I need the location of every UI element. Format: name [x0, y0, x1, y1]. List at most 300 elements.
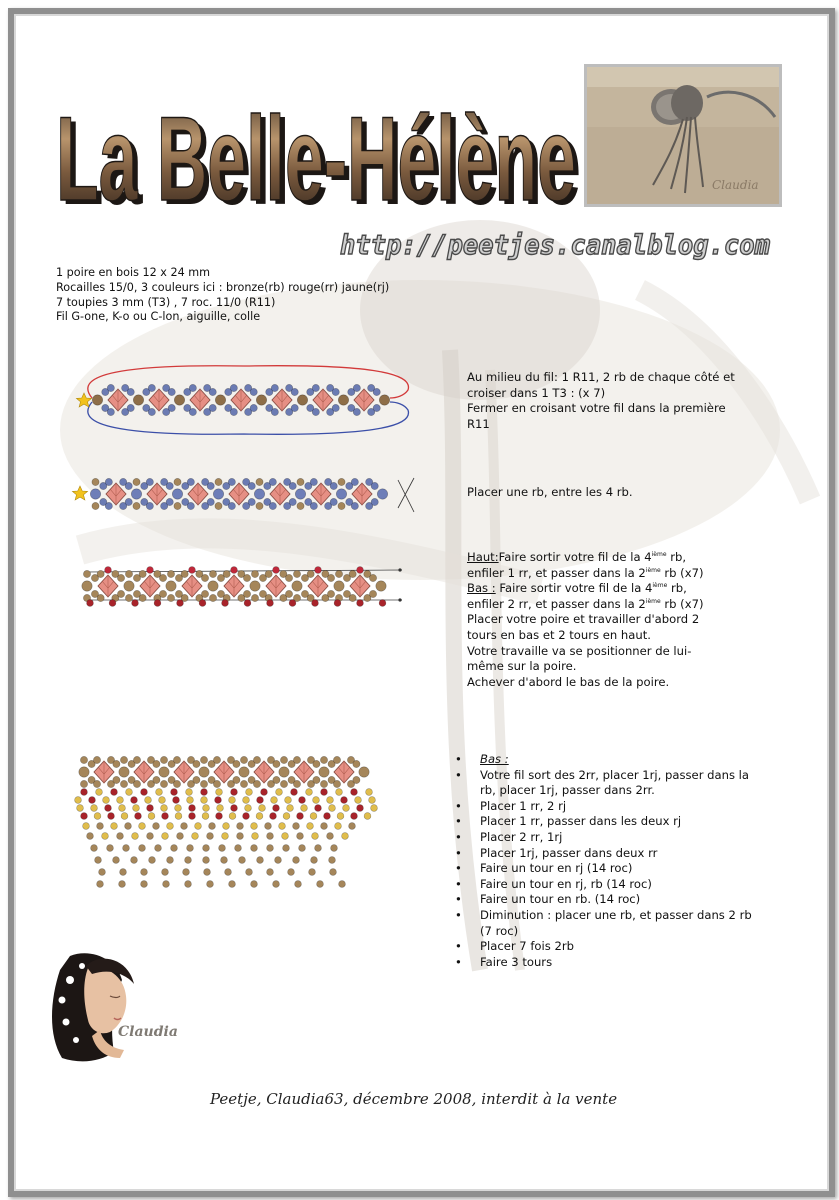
r11-bead — [124, 581, 134, 591]
seed-bead — [193, 776, 200, 783]
fringe-bead — [181, 823, 188, 830]
fringe-bead — [285, 797, 292, 804]
fringe-bead — [335, 823, 342, 830]
list-item: • Placer 1rj, passer dans deux rr — [453, 846, 753, 862]
seed-bead — [193, 760, 200, 767]
mid-bead — [256, 478, 263, 485]
fringe-bead — [317, 881, 324, 888]
seed-bead — [107, 408, 114, 415]
fringe-bead — [189, 805, 196, 812]
rouge-bead — [189, 567, 196, 574]
fringe-bead — [185, 857, 192, 864]
seed-bead — [273, 776, 280, 783]
fringe-bead — [297, 813, 304, 820]
rouge-bead — [312, 600, 319, 607]
seed-bead — [168, 404, 175, 411]
fringe-bead — [159, 797, 166, 804]
fringe-bead — [125, 823, 132, 830]
seed-bead — [189, 384, 196, 391]
r11-bead — [319, 767, 329, 777]
seed-bead — [353, 760, 360, 767]
r11-bead — [295, 489, 305, 499]
seed-bead — [312, 384, 319, 391]
fringe-bead — [341, 797, 348, 804]
fringe-bead — [83, 823, 90, 830]
fringe-bead — [153, 823, 160, 830]
r11-bead — [199, 767, 209, 777]
seed-bead — [273, 760, 280, 767]
seed-bead — [189, 408, 196, 415]
fringe-bead — [329, 857, 336, 864]
seed-bead — [213, 756, 220, 763]
fringe-bead — [173, 797, 180, 804]
rouge-bead — [147, 567, 154, 574]
seed-bead — [166, 482, 173, 489]
rouge-bead — [334, 600, 341, 607]
seed-bead — [209, 388, 216, 395]
fringe-bead — [81, 789, 88, 796]
seed-bead — [271, 408, 278, 415]
mid-bead — [293, 570, 300, 577]
mid-bead — [280, 756, 287, 763]
fringe-bead — [183, 869, 190, 876]
rouge-bead — [244, 600, 251, 607]
fringe-bead — [167, 857, 174, 864]
fringe-bead — [216, 789, 223, 796]
fringe-bead — [91, 845, 98, 852]
fringe-bead — [276, 789, 283, 796]
fringe-bead — [148, 813, 155, 820]
seed-bead — [373, 404, 380, 411]
mid-bead — [80, 780, 87, 787]
page-title — [48, 72, 588, 232]
mid-bead — [200, 780, 207, 787]
fringe-bead — [349, 823, 356, 830]
rouge-bead — [357, 600, 364, 607]
seed-bead — [369, 590, 376, 597]
fringe-bead — [237, 833, 244, 840]
avatar-signature: Claudia — [118, 1024, 178, 1040]
fringe-bead — [91, 805, 98, 812]
seed-bead — [248, 482, 255, 489]
fringe-bead — [202, 813, 209, 820]
fringe-bead — [273, 805, 280, 812]
seed-bead — [117, 590, 124, 597]
fringe-bead — [94, 813, 101, 820]
r11-bead — [256, 395, 266, 405]
seed-bead — [289, 498, 296, 505]
fringe-bead — [132, 833, 139, 840]
fringe-bead — [111, 823, 118, 830]
seed-bead — [107, 384, 114, 391]
seed-bead — [173, 780, 180, 787]
seed-bead — [371, 482, 378, 489]
fringe-bead — [171, 845, 178, 852]
star-icon — [72, 486, 87, 500]
diagram-fringe — [64, 748, 384, 898]
fringe-bead — [219, 845, 226, 852]
fringe-bead — [231, 805, 238, 812]
fringe-bead — [209, 823, 216, 830]
list-item: • Faire un tour en rj (14 roc) — [453, 861, 753, 877]
fringe-bead — [239, 857, 246, 864]
fringe-bead — [252, 833, 259, 840]
svg-text:http://peetjes.canalblog.com: http://peetjes.canalblog.com — [340, 230, 770, 261]
fringe-bead — [297, 833, 304, 840]
mid-bead — [209, 594, 216, 601]
fringe-bead — [267, 869, 274, 876]
fringe-bead — [369, 797, 376, 804]
fringe-bead — [331, 845, 338, 852]
fringe-bead — [145, 797, 152, 804]
fringe-bead — [225, 869, 232, 876]
fringe-bead — [192, 833, 199, 840]
seed-bead — [173, 756, 180, 763]
fringe-bead — [288, 869, 295, 876]
seed-bead — [271, 384, 278, 391]
rouge-bead — [154, 600, 161, 607]
seed-bead — [139, 570, 146, 577]
fringe-bead — [282, 833, 289, 840]
mid-bead — [167, 570, 174, 577]
r11-bead — [239, 767, 249, 777]
fringe-bead — [139, 845, 146, 852]
mid-bead — [320, 756, 327, 763]
fringe-bead — [102, 833, 109, 840]
r11-bead — [215, 395, 225, 405]
mid-bead — [133, 478, 140, 485]
r11-bead — [359, 767, 369, 777]
fringe-bead — [216, 813, 223, 820]
seed-bead — [187, 502, 194, 509]
seed-bead — [201, 574, 208, 581]
fringe-bead — [126, 789, 133, 796]
seed-bead — [313, 760, 320, 767]
mid-bead — [120, 780, 127, 787]
seed-bead — [310, 502, 317, 509]
r11-bead — [208, 581, 218, 591]
seed-bead — [351, 478, 358, 485]
mid-bead — [133, 502, 140, 509]
fringe-bead — [312, 833, 319, 840]
fringe-bead — [229, 881, 236, 888]
seed-bead — [269, 502, 276, 509]
fringe-bead — [155, 845, 162, 852]
rouge-bead — [267, 600, 274, 607]
fringe-bead — [310, 813, 317, 820]
fringe-bead — [246, 869, 253, 876]
fringe-bead — [97, 881, 104, 888]
rouge-bead — [357, 567, 364, 574]
seed-bead — [293, 756, 300, 763]
seed-bead — [285, 574, 292, 581]
mid-bead — [125, 570, 132, 577]
fringe-bead — [97, 823, 104, 830]
r11-bead — [133, 395, 143, 405]
list-item: • Bas : — [453, 752, 753, 768]
seed-bead — [133, 780, 140, 787]
fringe-bead — [327, 833, 334, 840]
seed-bead — [93, 756, 100, 763]
fringe-bead — [121, 813, 128, 820]
fringe-bead — [203, 857, 210, 864]
seed-bead — [310, 478, 317, 485]
seed-bead — [230, 408, 237, 415]
seed-bead — [139, 594, 146, 601]
pear-pendant-photo — [587, 67, 779, 204]
r11-bead — [379, 395, 389, 405]
fringe-bead — [131, 797, 138, 804]
mid-bead — [280, 780, 287, 787]
r11-bead — [377, 489, 387, 499]
seed-bead — [168, 388, 175, 395]
fringe-bead — [306, 789, 313, 796]
fringe-bead — [139, 823, 146, 830]
fringe-bead — [107, 845, 114, 852]
fringe-bead — [271, 797, 278, 804]
rouge-bead — [315, 567, 322, 574]
fringe-bead — [251, 881, 258, 888]
rouge-bead — [199, 600, 206, 607]
fringe-bead — [337, 813, 344, 820]
fringe-bead — [111, 789, 118, 796]
list-item: • Votre fil sort des 2rr, placer 1rj, passer dans la rb, placer 1rj, passer dans 2rr. — [453, 768, 753, 799]
fringe-bead — [89, 797, 96, 804]
fringe-bead — [315, 805, 322, 812]
seed-bead — [330, 482, 337, 489]
mid-bead — [209, 570, 216, 577]
rouge-bead — [273, 567, 280, 574]
diagram-step-2 — [64, 464, 424, 524]
seed-bead — [332, 388, 339, 395]
step-3-text: Haut:Faire sortir votre fil de la 4ième rb, enfiler 1 rr, et passer dans la 2ième rb (x7) Bas : Faire sortir votre fil de la 4ième rb, enfiler 2 rr, et passer dans la 2ième rb (x7) Placer votre poire et travailler d'abord 2 tours en bas et 2 tours en haut. Votre travaille va se positionner de lui- même sur la poire. Achever d'abord le bas de la poire. — [467, 550, 704, 689]
fringe-bead — [295, 881, 302, 888]
seed-bead — [248, 498, 255, 505]
seed-bead — [291, 404, 298, 411]
fringe-bead — [293, 857, 300, 864]
seed-bead — [353, 408, 360, 415]
fringe-bead — [161, 805, 168, 812]
seed-bead — [250, 404, 257, 411]
fringe-bead — [147, 833, 154, 840]
r11-bead — [166, 581, 176, 591]
fringe-bead — [243, 813, 250, 820]
seed-bead — [313, 776, 320, 783]
seed-bead — [349, 570, 356, 577]
fringe-bead — [243, 797, 250, 804]
seed-bead — [159, 590, 166, 597]
fringe-bead — [366, 789, 373, 796]
material-line: 1 poire en bois 12 x 24 mm — [56, 266, 211, 279]
fringe-bead — [321, 823, 328, 830]
fringe-bead — [283, 813, 290, 820]
fringe-bead — [235, 845, 242, 852]
seed-bead — [125, 482, 132, 489]
fringe-bead — [171, 789, 178, 796]
fringe-bead — [117, 833, 124, 840]
fringe-bead — [223, 823, 230, 830]
list-item: • Placer 1 rr, passer dans les deux rj — [453, 814, 753, 830]
seed-bead — [333, 756, 340, 763]
seed-bead — [133, 756, 140, 763]
fringe-bead — [301, 805, 308, 812]
seed-bead — [228, 502, 235, 509]
mid-bead — [174, 502, 181, 509]
seed-bead — [97, 570, 104, 577]
materials-list — [56, 266, 476, 325]
seed-bead — [153, 776, 160, 783]
mid-bead — [256, 502, 263, 509]
fringe-bead — [120, 869, 127, 876]
mid-bead — [240, 756, 247, 763]
seed-bead — [233, 760, 240, 767]
fringe-bead — [251, 845, 258, 852]
fringe-bead — [175, 805, 182, 812]
avatar — [40, 940, 200, 1065]
fringe-bead — [299, 797, 306, 804]
mid-bead — [174, 478, 181, 485]
fringe-bead — [156, 789, 163, 796]
fringe-bead — [175, 813, 182, 820]
seed-bead — [291, 388, 298, 395]
fringe-bead — [261, 789, 268, 796]
fringe-bead — [267, 845, 274, 852]
fringe-bead — [313, 797, 320, 804]
seed-bead — [353, 384, 360, 391]
seed-bead — [201, 590, 208, 597]
r11-bead — [172, 489, 182, 499]
seed-bead — [369, 574, 376, 581]
fringe-bead — [327, 797, 334, 804]
r11-bead — [250, 581, 260, 591]
r11-bead — [174, 395, 184, 405]
list-item: • Faire un tour en rb. (14 roc) — [453, 892, 753, 908]
fringe-bead — [357, 805, 364, 812]
fringe-bead — [259, 805, 266, 812]
r11-bead — [336, 489, 346, 499]
fringe-bead — [135, 813, 142, 820]
seed-bead — [333, 780, 340, 787]
fringe-bead — [336, 789, 343, 796]
fringe-bead — [293, 823, 300, 830]
seed-bead — [312, 408, 319, 415]
step-1-text: Au milieu du fil: 1 R11, 2 rb de chaque côté et croiser dans 1 T3 : (x 7) Fermer en croisant votre fil dans la première R11 — [467, 370, 735, 431]
seed-bead — [146, 502, 153, 509]
fringe-bead — [162, 869, 169, 876]
fringe-bead — [342, 833, 349, 840]
fringe-bead — [81, 813, 88, 820]
seed-bead — [230, 384, 237, 391]
fringe-bead — [351, 789, 358, 796]
fringe-bead — [207, 833, 214, 840]
seed-bead — [265, 570, 272, 577]
mid-bead — [80, 756, 87, 763]
seed-bead — [209, 404, 216, 411]
seed-bead — [250, 388, 257, 395]
seed-bead — [269, 478, 276, 485]
site-url — [336, 224, 776, 264]
fringe-bead — [246, 789, 253, 796]
seed-bead — [125, 498, 132, 505]
rouge-bead — [231, 567, 238, 574]
r11-bead — [292, 581, 302, 591]
fringe-bead — [270, 813, 277, 820]
fringe-bead — [287, 805, 294, 812]
mid-bead — [320, 780, 327, 787]
fringe-bead — [117, 797, 124, 804]
mid-bead — [160, 756, 167, 763]
fringe-bead — [257, 797, 264, 804]
seed-bead — [181, 570, 188, 577]
material-line: Fil G-one, K-o ou C-lon, aiguille, colle — [56, 310, 261, 324]
fringe-bead — [275, 857, 282, 864]
rouge-bead — [177, 600, 184, 607]
fringe-bead — [95, 857, 102, 864]
fringe-bead — [195, 823, 202, 830]
fringe-bead — [177, 833, 184, 840]
seed-bead — [148, 384, 155, 391]
fringe-bead — [149, 857, 156, 864]
photo-signature: Claudia — [712, 178, 759, 192]
title-text: La Belle-Hélène — [56, 92, 576, 226]
fringe-bead — [237, 823, 244, 830]
seed-bead — [159, 574, 166, 581]
fringe-bead — [162, 813, 169, 820]
fringe-bead — [162, 833, 169, 840]
mid-bead — [338, 478, 345, 485]
mid-bead — [125, 594, 132, 601]
mid-bead — [120, 756, 127, 763]
seed-bead — [351, 502, 358, 509]
seed-bead — [289, 482, 296, 489]
mid-bead — [215, 502, 222, 509]
list-item: • Faire 3 tours — [453, 955, 753, 971]
list-item: • Faire un tour en rj, rb (14 roc) — [453, 877, 753, 893]
diagram-step-1 — [64, 362, 424, 438]
seed-bead — [105, 478, 112, 485]
seed-bead — [93, 780, 100, 787]
r11-bead — [119, 767, 129, 777]
seed-bead — [105, 502, 112, 509]
fringe-bead — [77, 805, 84, 812]
seed-bead — [373, 388, 380, 395]
list-item: • Placer 1 rr, 2 rj — [453, 799, 753, 815]
r11-bead — [213, 489, 223, 499]
seed-bead — [97, 594, 104, 601]
fringe-bead — [311, 857, 318, 864]
r11-bead — [131, 489, 141, 499]
rouge-bead — [289, 600, 296, 607]
seed-bead — [253, 756, 260, 763]
fringe-bead — [108, 813, 115, 820]
fringe-bead — [201, 789, 208, 796]
seed-bead — [207, 482, 214, 489]
list-item: • Placer 2 rr, 1rj — [453, 830, 753, 846]
fringe-bead — [315, 845, 322, 852]
fringe-bead — [321, 789, 328, 796]
r11-bead — [338, 395, 348, 405]
seed-bead — [127, 404, 134, 411]
seed-bead — [166, 498, 173, 505]
fringe-bead — [141, 869, 148, 876]
seed-bead — [223, 570, 230, 577]
fringe-bead — [371, 805, 378, 812]
mid-bead — [160, 780, 167, 787]
fringe-bead — [364, 813, 371, 820]
fringe-bead — [229, 797, 236, 804]
fringe-bead — [279, 823, 286, 830]
seed-bead — [243, 590, 250, 597]
